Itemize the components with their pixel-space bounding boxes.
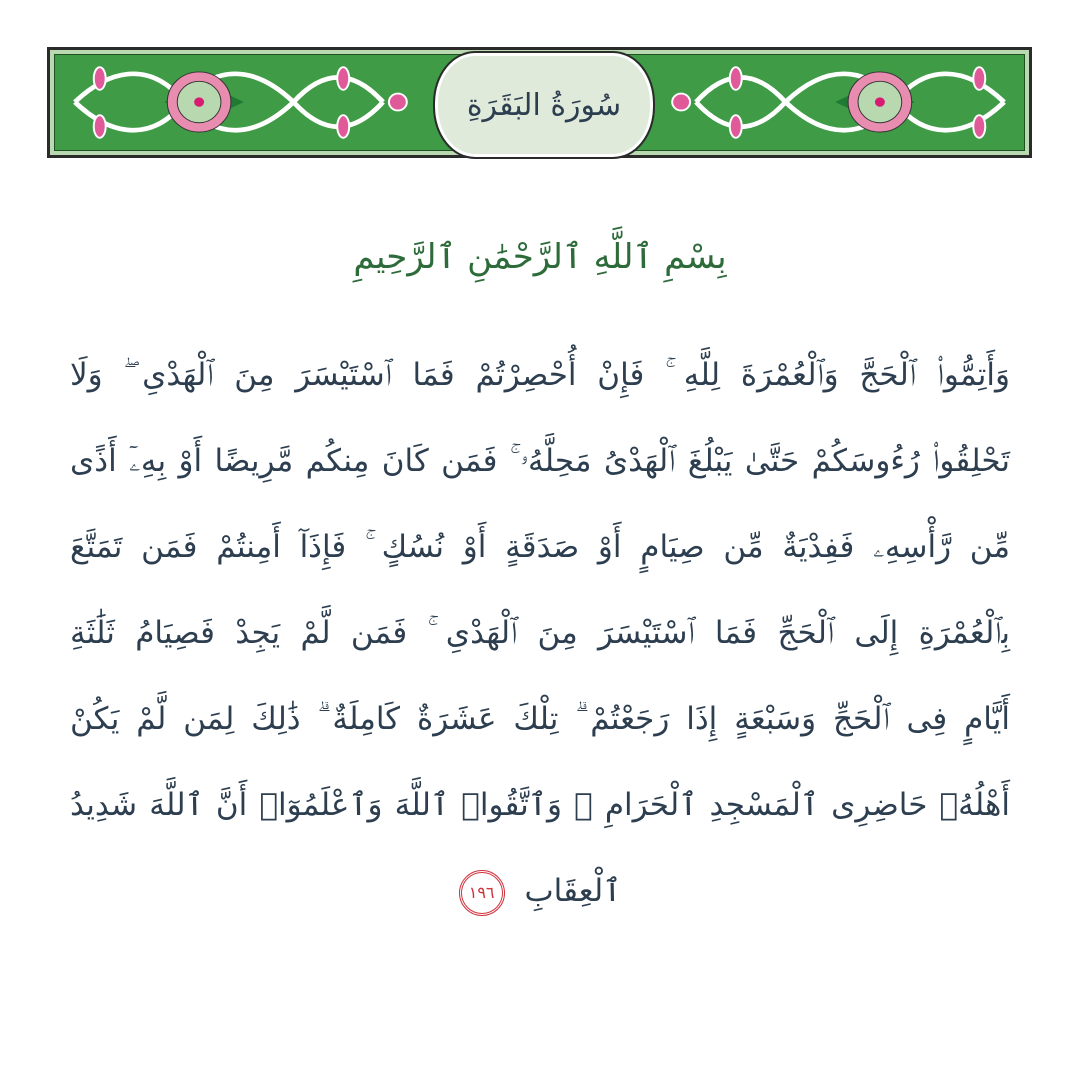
verse-line: تَحْلِقُوا۟ رُءُوسَكُمْ حَتَّىٰ يَبْلُغَ ٱلْهَدْىُ مَحِلَّهُۥ ۚ فَمَن كَانَ مِنكُم مَّرِيضًا أَوْ بِهِۦٓ أَذًى: [70, 443, 1010, 479]
verse-line: بِٱلْعُمْرَةِ إِلَى ٱلْحَجِّ فَمَا ٱسْتَيْسَرَ مِنَ ٱلْهَدْىِ ۚ فَمَن لَّمْ يَجِدْ فَصِيَامُ ثَلَٰثَةِ: [70, 615, 1010, 651]
banner-ornament-frame: [54, 54, 1025, 151]
surah-header-banner: [47, 47, 1032, 158]
verse-line: أَهْلُهُۥ حَاضِرِى ٱلْمَسْجِدِ ٱلْحَرَامِ ۚ وَٱتَّقُوا۟ ٱللَّهَ وَٱعْلَمُوٓا۟ أَنَّ ٱللَّهَ شَدِيدُ: [70, 787, 1010, 823]
verse-text: [70, 332, 1010, 934]
verse-line: مِّن رَّأْسِهِۦ فَفِدْيَةٌ مِّن صِيَامٍ أَوْ صَدَقَةٍ أَوْ نُسُكٍ ۚ فَإِذَآ أَمِنتُمْ فَمَن تَمَتَّعَ: [70, 529, 1010, 565]
bismillah: بِسْمِ ٱللَّهِ ٱلرَّحْمَٰنِ ٱلرَّحِيمِ: [353, 237, 727, 277]
surah-title-cartouche: [435, 53, 653, 157]
verse-line: وَأَتِمُّوا۟ ٱلْحَجَّ وَٱلْعُمْرَةَ لِلَّهِ ۚ فَإِنْ أُحْصِرْتُمْ فَمَا ٱسْتَيْسَرَ مِنَ ٱلْهَدْىِ ۖ وَلَا: [70, 357, 1010, 393]
verse-line: ٱلْعِقَابِ: [524, 873, 622, 909]
rosette-left: [167, 72, 231, 132]
surah-title: سُورَةُ البَقَرَةِ: [466, 87, 622, 123]
rosette-right: [848, 72, 912, 132]
verse-line: أَيَّامٍ فِى ٱلْحَجِّ وَسَبْعَةٍ إِذَا رَجَعْتُمْ ۗ تِلْكَ عَشَرَةٌ كَامِلَةٌ ۗ ذَٰلِكَ لِمَن لَّمْ يَكُنْ: [70, 701, 1010, 737]
ayah-number-marker: ١٩٦: [459, 870, 505, 916]
verse-line-last: [70, 848, 1010, 934]
